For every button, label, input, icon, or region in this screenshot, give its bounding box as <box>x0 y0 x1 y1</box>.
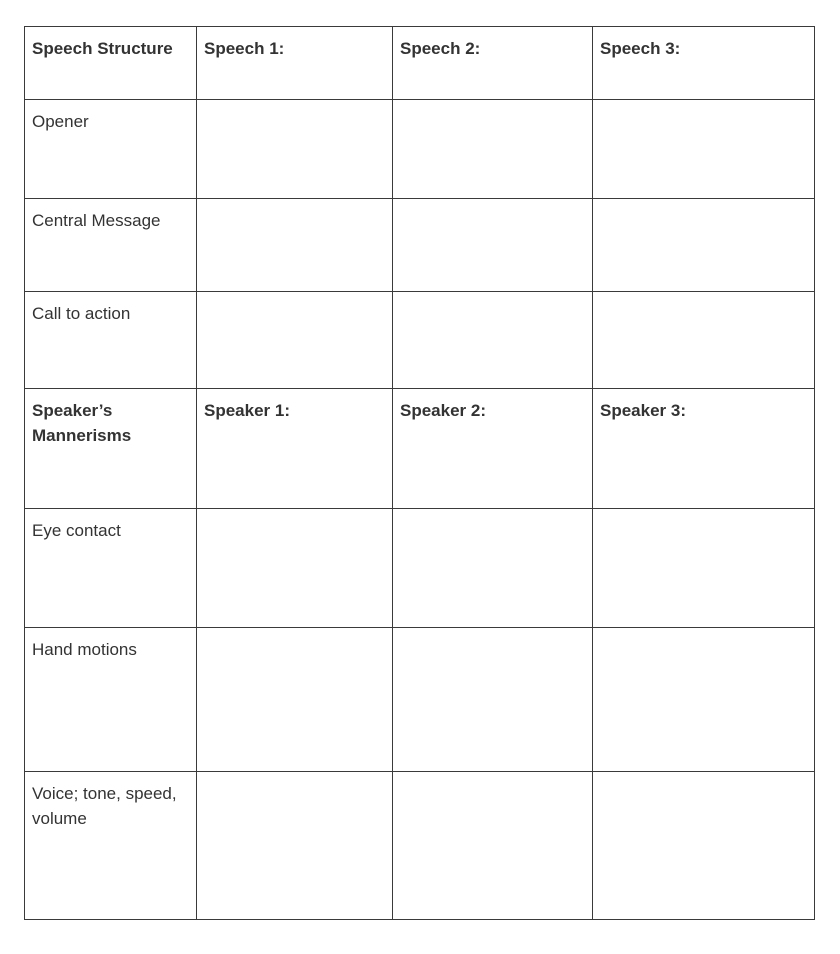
eye-contact-label: Eye contact <box>25 509 197 628</box>
eye-contact-speaker-2-cell[interactable] <box>393 509 593 628</box>
opener-speech-3-cell[interactable] <box>593 100 815 199</box>
voice-speaker-1-cell[interactable] <box>197 772 393 920</box>
hand-motions-speaker-3-cell[interactable] <box>593 628 815 772</box>
call-to-action-speech-1-cell[interactable] <box>197 292 393 389</box>
voice-label-line-2: volume <box>32 809 87 828</box>
call-to-action-speech-2-cell[interactable] <box>393 292 593 389</box>
speaker-3-header: Speaker 3: <box>593 389 815 509</box>
table-row-central-message <box>25 199 815 292</box>
speaker-mannerisms-header-row <box>25 389 815 509</box>
central-message-speech-1-cell[interactable] <box>197 199 393 292</box>
speech-evaluation-table <box>24 26 815 920</box>
table-row-eye-contact <box>25 509 815 628</box>
speaker-2-header: Speaker 2: <box>393 389 593 509</box>
eye-contact-speaker-3-cell[interactable] <box>593 509 815 628</box>
opener-speech-1-cell[interactable] <box>197 100 393 199</box>
voice-label <box>25 772 197 920</box>
call-to-action-speech-3-cell[interactable] <box>593 292 815 389</box>
table-row-hand-motions <box>25 628 815 772</box>
speech-2-header: Speech 2: <box>393 27 593 100</box>
hand-motions-speaker-1-cell[interactable] <box>197 628 393 772</box>
speaker-1-header: Speaker 1: <box>197 389 393 509</box>
central-message-label: Central Message <box>25 199 197 292</box>
speaker-mannerisms-label <box>25 389 197 509</box>
central-message-speech-2-cell[interactable] <box>393 199 593 292</box>
voice-speaker-3-cell[interactable] <box>593 772 815 920</box>
eye-contact-speaker-1-cell[interactable] <box>197 509 393 628</box>
central-message-speech-3-cell[interactable] <box>593 199 815 292</box>
speech-structure-label: Speech Structure <box>25 27 197 100</box>
speech-structure-header-row <box>25 27 815 100</box>
opener-label: Opener <box>25 100 197 199</box>
opener-speech-2-cell[interactable] <box>393 100 593 199</box>
table-row-voice <box>25 772 815 920</box>
table-row-call-to-action <box>25 292 815 389</box>
voice-label-line-1: Voice; tone, speed, <box>32 784 177 803</box>
hand-motions-speaker-2-cell[interactable] <box>393 628 593 772</box>
speech-1-header: Speech 1: <box>197 27 393 100</box>
speech-3-header: Speech 3: <box>593 27 815 100</box>
hand-motions-label: Hand motions <box>25 628 197 772</box>
voice-speaker-2-cell[interactable] <box>393 772 593 920</box>
speaker-mannerisms-label-line-1: Speaker’s <box>32 401 113 420</box>
speaker-mannerisms-label-line-2: Mannerisms <box>32 426 132 445</box>
call-to-action-label: Call to action <box>25 292 197 389</box>
table-row-opener <box>25 100 815 199</box>
